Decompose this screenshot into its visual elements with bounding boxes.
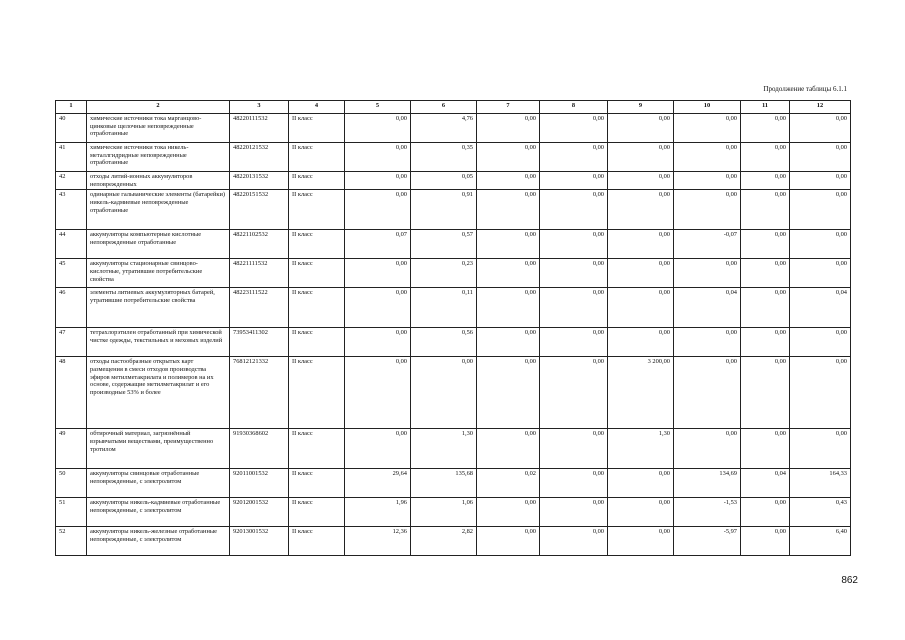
col-5: 12,36 — [345, 527, 411, 556]
col-12: 164,33 — [790, 469, 851, 498]
hazard-class: II класс — [289, 190, 345, 230]
col-12: 0,00 — [790, 429, 851, 469]
col-10: 0,00 — [674, 190, 741, 230]
col-10: 0,00 — [674, 357, 741, 429]
col-9: 3 200,00 — [608, 357, 674, 429]
col-8: 0,00 — [540, 288, 608, 328]
col-6: 0,05 — [411, 172, 477, 190]
col-7: 0,00 — [477, 288, 540, 328]
table-row — [56, 527, 851, 556]
col-9: 0,00 — [608, 230, 674, 259]
col-8: 0,00 — [540, 469, 608, 498]
col-10: 0,00 — [674, 328, 741, 357]
fkko-code: 76812121332 — [230, 357, 289, 429]
col-11: 0,00 — [741, 429, 790, 469]
table-caption: Продолжение таблицы 6.1.1 — [763, 85, 847, 93]
col-12: 0,04 — [790, 288, 851, 328]
row-number: 49 — [56, 429, 87, 469]
fkko-code: 48220121532 — [230, 143, 289, 172]
fkko-code: 91930368602 — [230, 429, 289, 469]
col-12: 0,00 — [790, 328, 851, 357]
waste-name: отходы литий-ионных аккумуляторов неповрежденных — [87, 172, 230, 190]
fkko-code: 48220131532 — [230, 172, 289, 190]
row-number: 43 — [56, 190, 87, 230]
col-11: 0,00 — [741, 143, 790, 172]
waste-name: химические источники тока марганцово-цинковые щелочные неповрежденные отработанные — [87, 114, 230, 143]
col-5: 0,00 — [345, 429, 411, 469]
col-11: 0,00 — [741, 230, 790, 259]
hazard-class: II класс — [289, 469, 345, 498]
hazard-class: II класс — [289, 288, 345, 328]
waste-name: аккумуляторы стационарные свинцово-кислотные, утратившие потребительские свойства — [87, 259, 230, 288]
hazard-class: II класс — [289, 429, 345, 469]
table-row — [56, 498, 851, 527]
table-row — [56, 190, 851, 230]
col-12: 0,00 — [790, 230, 851, 259]
row-number: 42 — [56, 172, 87, 190]
col-7: 0,00 — [477, 114, 540, 143]
table-row — [56, 469, 851, 498]
col-10: 0,00 — [674, 172, 741, 190]
hazard-class: II класс — [289, 230, 345, 259]
hazard-class: II класс — [289, 357, 345, 429]
waste-table — [55, 100, 851, 556]
col-6: 2,82 — [411, 527, 477, 556]
row-number: 48 — [56, 357, 87, 429]
col-8: 0,00 — [540, 143, 608, 172]
col-7: 0,00 — [477, 429, 540, 469]
col-9: 0,00 — [608, 190, 674, 230]
fkko-code: 48220151532 — [230, 190, 289, 230]
waste-name: аккумуляторы никель-железные отработанные неповрежденные, с электролитом — [87, 527, 230, 556]
hazard-class: II класс — [289, 172, 345, 190]
table-row — [56, 114, 851, 143]
col-8: 0,00 — [540, 429, 608, 469]
waste-name: тетрахлорэтилен отработанный при химической чистке одежды, текстильных и меховых изделий — [87, 328, 230, 357]
hazard-class: II класс — [289, 259, 345, 288]
header-cell: 9 — [608, 101, 674, 114]
col-5: 0,00 — [345, 259, 411, 288]
col-9: 0,00 — [608, 328, 674, 357]
header-row — [56, 101, 851, 114]
row-number: 51 — [56, 498, 87, 527]
row-number: 45 — [56, 259, 87, 288]
col-12: 0,00 — [790, 357, 851, 429]
col-7: 0,00 — [477, 328, 540, 357]
col-6: 135,68 — [411, 469, 477, 498]
col-11: 0,00 — [741, 190, 790, 230]
col-6: 1,06 — [411, 498, 477, 527]
fkko-code: 92011001532 — [230, 469, 289, 498]
page-number: 862 — [841, 575, 858, 586]
header-cell: 12 — [790, 101, 851, 114]
header-cell: 2 — [87, 101, 230, 114]
header-cell: 11 — [741, 101, 790, 114]
col-6: 0,23 — [411, 259, 477, 288]
waste-name: аккумуляторы никель-кадмиевые отработанные неповрежденные, с электролитом — [87, 498, 230, 527]
col-8: 0,00 — [540, 498, 608, 527]
waste-name: одинарные гальванические элементы (батарейки) никель-кадмиевые неповрежденные отработанные — [87, 190, 230, 230]
col-10: 0,00 — [674, 429, 741, 469]
col-8: 0,00 — [540, 114, 608, 143]
col-9: 1,30 — [608, 429, 674, 469]
col-11: 0,00 — [741, 357, 790, 429]
fkko-code: 92013001532 — [230, 527, 289, 556]
header-cell: 7 — [477, 101, 540, 114]
col-12: 0,00 — [790, 114, 851, 143]
col-5: 0,07 — [345, 230, 411, 259]
col-6: 0,00 — [411, 357, 477, 429]
col-5: 0,00 — [345, 172, 411, 190]
col-11: 0,00 — [741, 114, 790, 143]
col-9: 0,00 — [608, 469, 674, 498]
fkko-code: 92012001532 — [230, 498, 289, 527]
table-row — [56, 429, 851, 469]
row-number: 50 — [56, 469, 87, 498]
col-6: 0,11 — [411, 288, 477, 328]
fkko-code: 73953411302 — [230, 328, 289, 357]
col-11: 0,00 — [741, 259, 790, 288]
col-11: 0,00 — [741, 288, 790, 328]
col-6: 0,91 — [411, 190, 477, 230]
col-8: 0,00 — [540, 190, 608, 230]
waste-name: обтирочный материал, загрязнённый взрывчатыми веществами, преимущественно тротилом — [87, 429, 230, 469]
header-cell: 8 — [540, 101, 608, 114]
col-7: 0,00 — [477, 527, 540, 556]
fkko-code: 48221102532 — [230, 230, 289, 259]
header-cell: 10 — [674, 101, 741, 114]
header-cell: 4 — [289, 101, 345, 114]
col-5: 29,64 — [345, 469, 411, 498]
waste-name: химические источники тока никель-металлгидридные неповрежденные отработанные — [87, 143, 230, 172]
col-10: -5,97 — [674, 527, 741, 556]
table-row — [56, 230, 851, 259]
table-row — [56, 259, 851, 288]
col-11: 0,00 — [741, 172, 790, 190]
hazard-class: II класс — [289, 498, 345, 527]
col-5: 0,00 — [345, 328, 411, 357]
col-12: 0,00 — [790, 259, 851, 288]
row-number: 52 — [56, 527, 87, 556]
col-5: 0,00 — [345, 190, 411, 230]
header-cell: 3 — [230, 101, 289, 114]
col-7: 0,00 — [477, 259, 540, 288]
waste-name: элементы литиевых аккумуляторных батарей, утратившие потребительские свойства — [87, 288, 230, 328]
col-10: 0,00 — [674, 114, 741, 143]
col-7: 0,02 — [477, 469, 540, 498]
col-8: 0,00 — [540, 527, 608, 556]
col-6: 0,35 — [411, 143, 477, 172]
col-12: 0,00 — [790, 143, 851, 172]
col-12: 0,00 — [790, 190, 851, 230]
col-12: 6,40 — [790, 527, 851, 556]
col-10: -1,53 — [674, 498, 741, 527]
col-6: 1,30 — [411, 429, 477, 469]
col-11: 0,04 — [741, 469, 790, 498]
col-9: 0,00 — [608, 114, 674, 143]
col-7: 0,00 — [477, 498, 540, 527]
col-10: 134,69 — [674, 469, 741, 498]
hazard-class: II класс — [289, 527, 345, 556]
table-row — [56, 288, 851, 328]
col-12: 0,00 — [790, 172, 851, 190]
fkko-code: 48221111532 — [230, 259, 289, 288]
hazard-class: II класс — [289, 114, 345, 143]
row-number: 41 — [56, 143, 87, 172]
col-6: 0,56 — [411, 328, 477, 357]
col-7: 0,00 — [477, 172, 540, 190]
table-row — [56, 357, 851, 429]
col-9: 0,00 — [608, 498, 674, 527]
col-8: 0,00 — [540, 357, 608, 429]
col-9: 0,00 — [608, 259, 674, 288]
col-8: 0,00 — [540, 259, 608, 288]
col-5: 0,00 — [345, 143, 411, 172]
col-10: -0,07 — [674, 230, 741, 259]
col-10: 0,04 — [674, 288, 741, 328]
col-7: 0,00 — [477, 190, 540, 230]
col-10: 0,00 — [674, 143, 741, 172]
table-row — [56, 143, 851, 172]
col-5: 1,96 — [345, 498, 411, 527]
col-6: 0,57 — [411, 230, 477, 259]
hazard-class: II класс — [289, 143, 345, 172]
col-8: 0,00 — [540, 230, 608, 259]
col-5: 0,00 — [345, 357, 411, 429]
col-11: 0,00 — [741, 328, 790, 357]
col-10: 0,00 — [674, 259, 741, 288]
col-7: 0,00 — [477, 230, 540, 259]
col-7: 0,00 — [477, 357, 540, 429]
table-row — [56, 172, 851, 190]
row-number: 44 — [56, 230, 87, 259]
fkko-code: 48220111532 — [230, 114, 289, 143]
col-8: 0,00 — [540, 172, 608, 190]
col-6: 4,76 — [411, 114, 477, 143]
fkko-code: 48223111522 — [230, 288, 289, 328]
col-8: 0,00 — [540, 328, 608, 357]
col-11: 0,00 — [741, 527, 790, 556]
col-5: 0,00 — [345, 114, 411, 143]
header-cell: 1 — [56, 101, 87, 114]
col-11: 0,00 — [741, 498, 790, 527]
col-9: 0,00 — [608, 527, 674, 556]
row-number: 46 — [56, 288, 87, 328]
table-row — [56, 328, 851, 357]
row-number: 40 — [56, 114, 87, 143]
waste-name: отходы пастообразные открытых карт размещения в смеси отходов производства эфиров метилметакрилата и полимеров на их основе, содержащие метилметакрилат и его производные 53% и более — [87, 357, 230, 429]
waste-name: аккумуляторы свинцовые отработанные неповрежденные, с электролитом — [87, 469, 230, 498]
col-12: 0,43 — [790, 498, 851, 527]
hazard-class: II класс — [289, 328, 345, 357]
col-9: 0,00 — [608, 172, 674, 190]
col-5: 0,00 — [345, 288, 411, 328]
row-number: 47 — [56, 328, 87, 357]
col-9: 0,00 — [608, 288, 674, 328]
col-9: 0,00 — [608, 143, 674, 172]
col-7: 0,00 — [477, 143, 540, 172]
header-cell: 5 — [345, 101, 411, 114]
header-cell: 6 — [411, 101, 477, 114]
waste-name: аккумуляторы компьютерные кислотные неповрежденные отработанные — [87, 230, 230, 259]
